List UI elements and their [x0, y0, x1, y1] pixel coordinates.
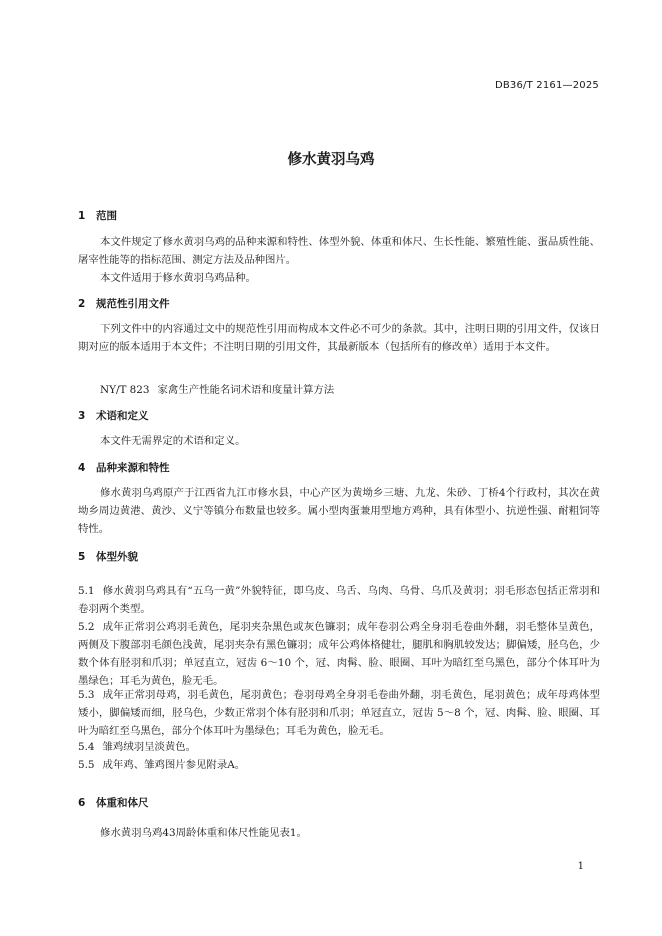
document-code: DB36/T 2161—2025	[494, 80, 599, 91]
section-number: 2	[78, 298, 86, 310]
section-title: 范围	[96, 210, 117, 222]
scope-paragraph: 本文件规定了修水黄羽乌鸡的品种来源和特性、体型外貌、体重和体尺、生长性能、繁殖性能、蛋品质性能、屠宰性能等的指标范围、测定方法及品种图片。	[78, 236, 600, 266]
reference-title: 家禽生产性能名词术语和度量计算方法	[157, 384, 335, 396]
appearance-item	[78, 618, 600, 690]
section-heading-scope	[78, 208, 117, 223]
normative-references-paragraph: 下列文件中的内容通过文中的规范性引用而构成本文件必不可少的条款。其中，注明日期的引用文件，仅该日期对应的版本适用于本文件；不注明日期的引用文件，其最新版本（包括所有的修改单）适用于本文件。	[78, 323, 600, 353]
reference-entry	[100, 381, 334, 396]
section-number: 1	[78, 210, 86, 222]
section-title: 规范性引用文件	[96, 298, 170, 310]
terms-paragraph: 本文件无需界定的术语和定义。	[100, 435, 246, 447]
reference-code: NY/T 823	[100, 384, 150, 396]
scope-applicability-paragraph: 本文件适用于修水黄羽乌鸡品种。	[100, 272, 256, 284]
section-title: 体型外貌	[96, 551, 138, 563]
document-title: 修水黄羽乌鸡	[287, 152, 375, 168]
item-text: 成年正常羽公鸡羽毛黄色，尾羽夹杂黑色或灰色镰羽；成年卷羽公鸡全身羽毛卷曲外翻，羽毛整体呈黄色，两侧及下腹部羽毛颜色浅黄，尾羽夹杂有黑色镰羽；成年公鸡体格健壮，腿肌和胸肌较发达；脚偏矮，胫乌色，少数个体有胫羽和爪羽；单冠直立，冠齿 6～10 个，冠、肉髯、脸、眼圈、耳叶为暗红至乌黑色，部分个体耳叶为墨绿色；耳毛为黄色，脸无毛。	[78, 621, 600, 687]
section-number: 6	[78, 797, 86, 809]
section-heading-appearance	[78, 549, 138, 564]
item-text: 修水黄羽乌鸡具有“五乌一黄”外貌特征，即乌皮、乌舌、乌肉、乌骨、乌爪及黄羽；羽毛形态包括正常羽和卷羽两个类型。	[78, 585, 600, 615]
appearance-item	[78, 582, 600, 618]
item-text: 成年鸡、雏鸡图片参见附录A。	[102, 759, 246, 771]
section-title: 术语和定义	[96, 410, 149, 422]
section-title: 品种来源和特性	[96, 462, 170, 474]
item-number: 5.2	[78, 621, 95, 633]
origin-paragraph: 修水黄羽乌鸡原产于江西省九江市修水县，中心产区为黄坳乡三塘、九龙、朱砂、丁桥4个行政村，其次在黄坳乡周边黄港、黄沙、义宁等镇分布数量也较多。属小型肉蛋兼用型地方鸡种，具有体型小、抗逆性强、耐粗饲等特性。	[78, 487, 600, 535]
item-text: 成年正常羽母鸡，羽毛黄色，尾羽黄色；卷羽母鸡全身羽毛卷曲外翻，羽毛黄色，尾羽黄色；成年母鸡体型矮小，脚偏矮而细，胫乌色，少数正常羽个体有胫羽和爪羽；单冠直立，冠齿 5～8 个，冠、肉髯、脸、眼圈、耳叶为暗红至乌黑色，部分个体耳叶为墨绿色；耳毛为黄色，脸无毛。	[78, 689, 600, 737]
item-number: 5.4	[78, 741, 95, 753]
item-number: 5.3	[78, 689, 95, 701]
item-text: 雏鸡绒羽呈淡黄色。	[102, 741, 197, 753]
item-number: 5.5	[78, 759, 95, 771]
weight-paragraph: 修水黄羽乌鸡43周龄体重和体尺性能见表1。	[100, 827, 307, 839]
section-heading-origin	[78, 460, 170, 475]
page-number: 1	[577, 861, 584, 872]
item-number: 5.1	[78, 585, 95, 597]
appearance-item	[78, 686, 600, 740]
appearance-item	[78, 738, 600, 756]
section-heading-terms	[78, 408, 149, 423]
section-number: 3	[78, 410, 86, 422]
section-heading-normative-references	[78, 296, 170, 311]
section-number: 5	[78, 551, 86, 563]
section-number: 4	[78, 462, 86, 474]
appearance-item	[78, 756, 600, 774]
section-title: 体重和体尺	[96, 797, 149, 809]
section-heading-weight	[78, 795, 149, 810]
